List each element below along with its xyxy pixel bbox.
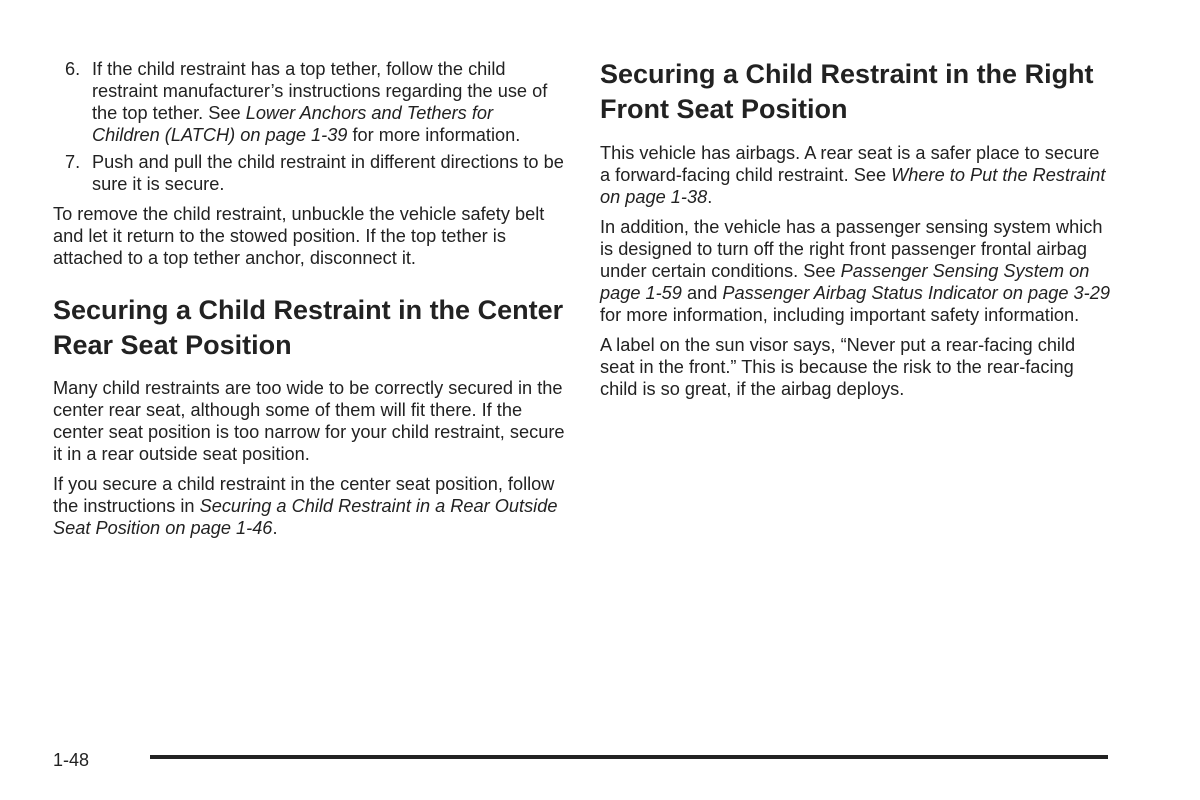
numbered-steps bbox=[53, 58, 565, 195]
footer-rule bbox=[150, 755, 1108, 759]
left-column bbox=[53, 58, 565, 547]
body-text: and bbox=[681, 283, 723, 303]
cross-reference-link[interactable]: Passenger Sensing System on page 1-59 bbox=[600, 261, 1090, 303]
page-number: 1-48 bbox=[53, 750, 90, 770]
removal-paragraph: To remove the child restraint, unbuckle the vehicle safety belt and let it return to the stowed position. If the top tether is attached to a top tether anchor, disconnect it. bbox=[53, 204, 545, 268]
step-number: 7. bbox=[65, 152, 81, 172]
body-paragraph: Many child restraints are too wide to be correctly secured in the center rear seat, although some of them will fit there. If the center seat position is too narrow for your child restraint, secure it in a rear outside seat position. bbox=[53, 378, 565, 464]
step-text: for more information. bbox=[347, 125, 521, 145]
cross-reference-link[interactable]: Passenger Airbag Status Indicator on page 3-29 bbox=[722, 283, 1110, 303]
body-text: This vehicle has airbags. A rear seat is a safer place to secure a forward-facing child restraint. See bbox=[600, 143, 1100, 185]
body-paragraph bbox=[53, 473, 565, 539]
step-text: If the child restraint has a top tether, follow the child restraint manufacturer’s instructions regarding the use of the top tether. See bbox=[92, 59, 548, 123]
body-text: . bbox=[272, 518, 278, 538]
step-text: Push and pull the child restraint in different directions to be sure it is secure. bbox=[92, 152, 564, 194]
cross-reference-link[interactable]: Securing a Child Restraint in a Rear Outside Seat Position on page 1-46 bbox=[53, 496, 558, 538]
body-paragraph bbox=[600, 216, 1112, 326]
body-text: for more information, including important safety information. bbox=[600, 305, 1080, 325]
body-text: If you secure a child restraint in the center seat position, follow the instructions in bbox=[53, 474, 555, 516]
section-heading-center-rear: Securing a Child Restraint in the Center Rear Seat Position bbox=[53, 295, 564, 360]
body-text: In addition, the vehicle has a passenger sensing system which is designed to turn off the right front passenger frontal airbag under certain conditions. See bbox=[600, 217, 1103, 281]
cross-reference-link[interactable]: Lower Anchors and Tethers for Children (LATCH) on page 1-39 bbox=[92, 103, 494, 145]
list-item bbox=[53, 58, 565, 146]
right-column bbox=[600, 58, 1112, 408]
body-text: . bbox=[707, 187, 713, 207]
step-number: 6. bbox=[65, 59, 81, 79]
body-paragraph bbox=[600, 142, 1112, 208]
section-heading-right-front: Securing a Child Restraint in the Right Front Seat Position bbox=[600, 59, 1094, 124]
body-paragraph: A label on the sun visor says, “Never put a rear-facing child seat in the front.” This is because the risk to the rear-facing child is so great, if the airbag deploys. bbox=[600, 335, 1076, 399]
list-item bbox=[53, 151, 565, 195]
cross-reference-link[interactable]: Where to Put the Restraint on page 1-38 bbox=[600, 165, 1106, 207]
